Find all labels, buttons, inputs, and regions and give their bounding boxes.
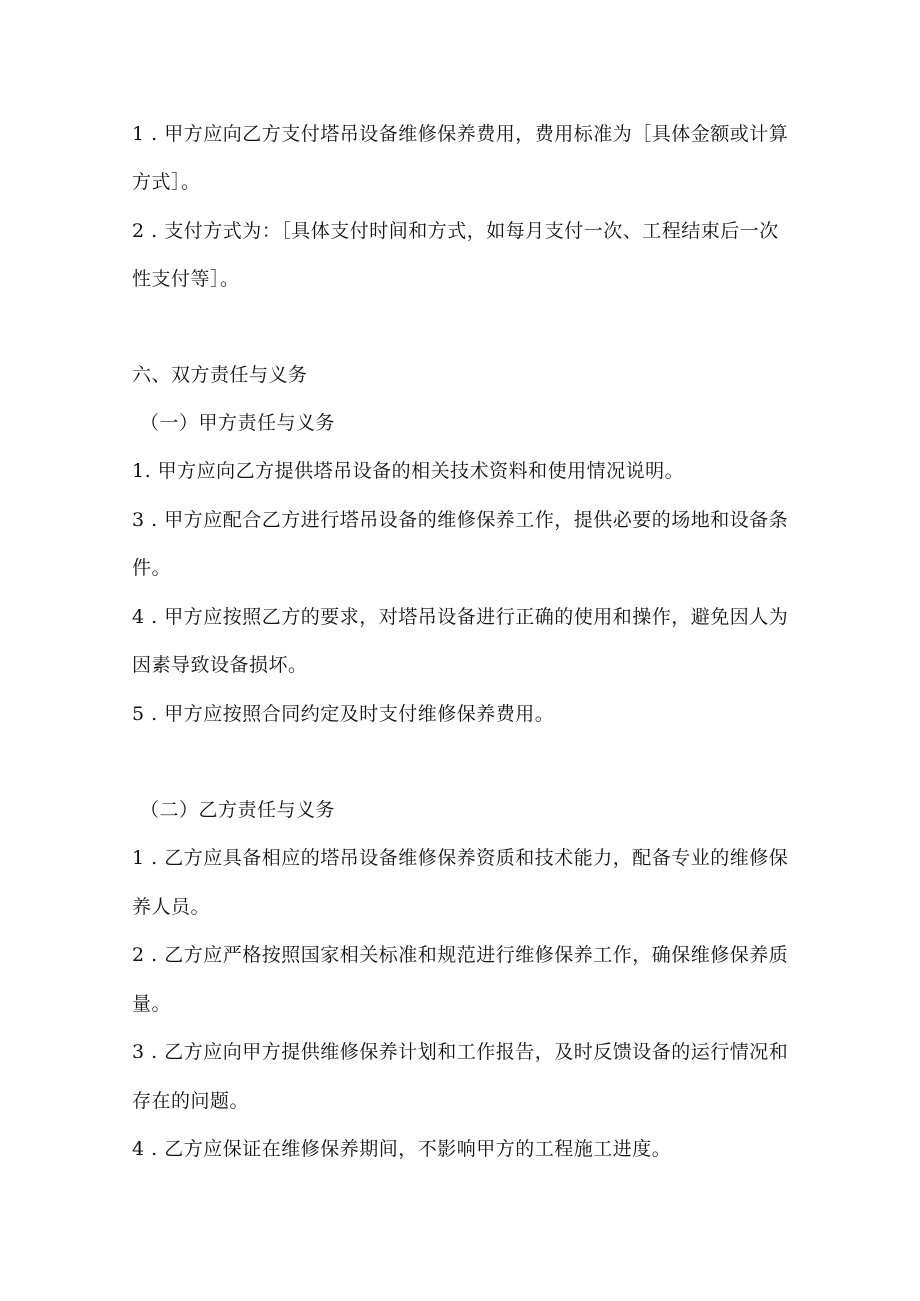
payment-item-2: 2 . 支付方式为：［具体支付时间和方式，如每月支付一次、工程结束后一次 xyxy=(132,220,779,242)
party-b-item-2-cont: 量。 xyxy=(132,993,172,1015)
subsection-heading-a: （一）甲方责任与义务 xyxy=(140,412,336,434)
party-b-item-1: 1 . 乙方应具备相应的塔吊设备维修保养资质和技术能力，配备专业的维修保 xyxy=(132,847,789,869)
party-b-item-2: 2 . 乙方应严格按照国家相关标准和规范进行维修保养工作，确保维修保养质 xyxy=(132,944,789,966)
payment-item-2-cont: 性支付等］。 xyxy=(132,268,240,290)
party-a-item-3-cont: 件。 xyxy=(132,557,172,579)
party-a-item-1: 1. 甲方应向乙方提供塔吊设备的相关技术资料和使用情况说明。 xyxy=(132,460,685,482)
party-a-item-4-cont: 因素导致设备损坏。 xyxy=(132,654,308,676)
party-a-item-4: 4 . 甲方应按照乙方的要求，对塔吊设备进行正确的使用和操作，避免因人为 xyxy=(132,606,789,628)
payment-item-1-cont: 方式］。 xyxy=(132,171,201,193)
party-a-item-3: 3 . 甲方应配合乙方进行塔吊设备的维修保养工作，提供必要的场地和设备条 xyxy=(132,509,789,531)
payment-item-1: 1 . 甲方应向乙方支付塔吊设备维修保养费用，费用标准为［具体金额或计算 xyxy=(132,123,789,145)
section-heading: 六、双方责任与义务 xyxy=(132,364,308,386)
party-b-item-1-cont: 养人员。 xyxy=(132,896,211,918)
party-a-item-5: 5 . 甲方应按照合同约定及时支付维修保养费用。 xyxy=(132,703,555,725)
party-b-item-3-cont: 存在的问题。 xyxy=(132,1090,250,1112)
party-b-item-4: 4 . 乙方应保证在维修保养期间，不影响甲方的工程施工进度。 xyxy=(132,1138,672,1160)
party-b-item-3: 3 . 乙方应向甲方提供维修保养计划和工作报告，及时反馈设备的运行情况和 xyxy=(132,1041,789,1063)
subsection-heading-b: （二）乙方责任与义务 xyxy=(140,799,336,821)
